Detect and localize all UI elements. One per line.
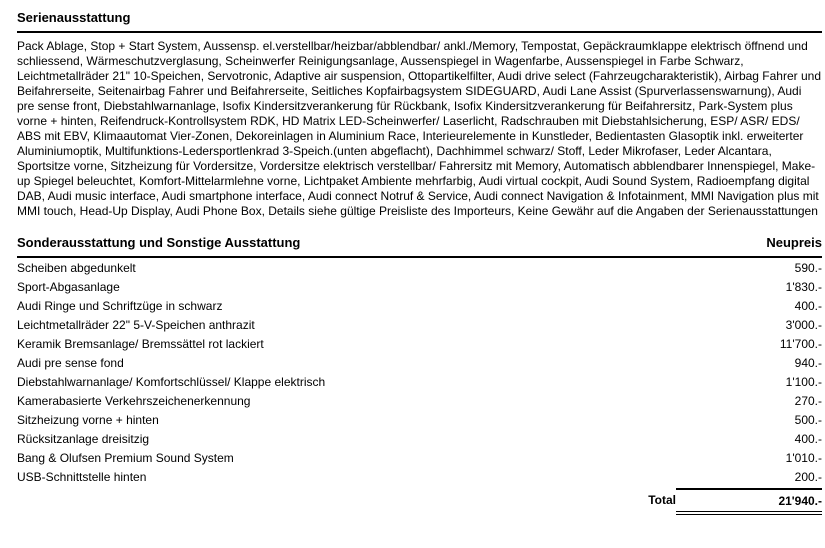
table-row [17,467,822,486]
option-label: Sport-Abgasanlage [17,279,120,294]
option-label: Bang & Olufsen Premium Sound System [17,450,234,465]
table-row [17,315,822,334]
price-column-header: Neupreis [766,235,822,250]
option-price: 400.- [794,431,822,446]
total-row [17,488,822,510]
table-row [17,277,822,296]
option-price: 3'000.- [785,317,822,332]
option-price: 590.- [794,260,822,275]
option-price: 11'700.- [779,336,822,351]
option-label: Audi pre sense fond [17,355,124,370]
option-price: 500.- [794,412,822,427]
option-label: Sitzheizung vorne + hinten [17,412,159,427]
table-row [17,258,822,277]
standard-equipment-section [17,10,822,219]
total-price: 21'940.- [676,488,822,510]
option-label: Audi Ringe und Schriftzüge in schwarz [17,298,223,313]
table-row [17,372,822,391]
table-row [17,391,822,410]
table-row [17,410,822,429]
table-row [17,448,822,467]
table-row [17,353,822,372]
option-label: Rücksitzanlage dreisitzig [17,431,150,446]
option-price: 1'010.- [785,450,822,465]
options-title: Sonderausstattung und Sonstige Ausstattung [17,235,301,250]
header-rule [17,31,822,33]
total-label: Total [648,493,676,507]
optional-equipment-section [17,235,822,515]
total-double-rule [676,511,822,515]
option-price: 940.- [794,355,822,370]
options-table [17,258,822,486]
options-table-header [17,235,822,251]
option-label: Leichtmetallräder 22" 5-V-Speichen anthrazit [17,317,255,332]
table-row [17,334,822,353]
option-label: Diebstahlwarnanlage/ Komfortschlüssel/ Klappe elektrisch [17,374,326,389]
option-label: Keramik Bremsanlage/ Bremssättel rot lackiert [17,336,264,351]
standard-equipment-body: Pack Ablage, Stop + Start System, Aussensp. el.verstellbar/heizbar/abblendbar/ ankl./Memory, Tempostat, Gepäckraumklappe elektrisch öffnend und schliessend, Wärmeschutzverglasung, Scheinwerfer Reinigungsanlage, Aussenspiegel in Wagenfarbe, Aussenspiegel in Farbe Schwarz, Leichtmetallräder 21" 10-Speichen, Servotronic, Adaptive air suspension, Ottopartikelfilter, Audi drive select (Fahrzeugcharakteristik), Airbag Fahrer und Beifahrerseite, Seitenairbag Fahrer und Beifahrerseite, Seitliches Kopfairbagsystem SIDEGUARD, Audi Lane Assist (Spurverlassenswarnung), Audi pre sense front, Diebstahlwarnanlage, Isofix Kindersitzverankerung für Rückbank, Isofix Kindersitzverankerung für Beifahrersitz, Park-System plus vorne + hinten, Reifendruck-Kontrollsystem RDK, HD Matrix LED-Scheinwerfer/ Laserlicht, Radschrauben mit Diebstahlsicherung, ESP/ ASR/ EDS/ ABS mit EBV, Klimaautomat Vier-Zonen, Dekoreinlagen in Aluminium Race, Interieurelemente in Kunstleder, Bedientasten Glasoptik inkl. erweiterter Aluminiumoptik, Multifunktions-Ledersportlenkrad 3-Speich.(unten abgeflacht), Dachhimmel schwarz/ Stoff, Leder Mikrofaser, Leder Alcantara, Sportsitze vorne, Sitzheizung für Vordersitze, Vordersitze elektrisch verstellbar/ Fahrersitz mit Memory, Automatisch abblendbarer Innenspiegel, Make-up Spiegel beleuchtet, Komfort-Mittelarmlehne vorne, Lichtpaket Ambiente mehrfarbig, Audi virtual cockpit, Audi Sound System, Radioempfang digital DAB, Audi music interface, Audi smartphone interface, Audi connect Notruf & Service, Audi connect Navigation & Infotainment, MMI Navigation plus mit MMI touch, Head-Up Display, Audi Phone Box, Details siehe gültige Preisliste des Importeurs, Keine Gewähr auf die Angaben der Serienausstattungen [17,39,821,218]
option-price: 1'830.- [785,279,822,294]
option-label: Scheiben abgedunkelt [17,260,136,275]
option-label: USB-Schnittstelle hinten [17,469,147,484]
option-price: 200.- [794,469,822,484]
option-price: 400.- [794,298,822,313]
table-row [17,296,822,315]
option-label: Kamerabasierte Verkehrszeichenerkennung [17,393,251,408]
option-price: 270.- [794,393,822,408]
standard-equipment-title: Serienausstattung [17,10,131,25]
table-row [17,429,822,448]
option-price: 1'100.- [785,374,822,389]
